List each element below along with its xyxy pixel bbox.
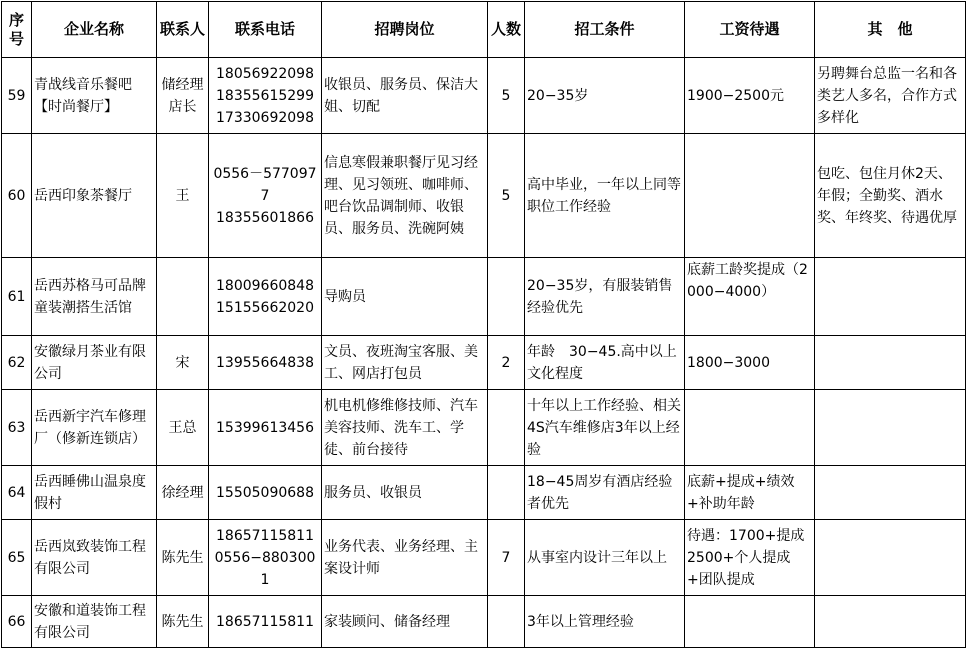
cell-phone: 18056922098 18355615299 17330692098 [209, 58, 322, 134]
cell-seq: 59 [2, 58, 32, 134]
cell-company: 岳西印象茶餐厅 [32, 134, 157, 258]
cell-company: 安徽绿月茶业有限公司 [32, 336, 157, 390]
cell-contact: 陈先生 [157, 596, 209, 648]
cell-position: 服务员、收银员 [322, 466, 488, 520]
cell-count: 7 [488, 520, 525, 596]
cell-seq: 66 [2, 596, 32, 648]
cell-other: 包吃、包住月休2天、年假；全勤奖、酒水奖、年终奖、待遇优厚 [815, 134, 966, 258]
cell-phone: 18657115811 [209, 596, 322, 648]
header-phone: 联系电话 [209, 2, 322, 58]
table-row [2, 466, 966, 520]
cell-company: 岳西岚致装饰工程有限公司 [32, 520, 157, 596]
cell-seq: 64 [2, 466, 32, 520]
cell-condition: 高中毕业，一年以上同等职位工作经验 [525, 134, 685, 258]
table-row [2, 390, 966, 466]
table-row [2, 336, 966, 390]
cell-phone: 15505090688 [209, 466, 322, 520]
cell-other [815, 258, 966, 336]
cell-salary [685, 596, 815, 648]
cell-contact: 王总 [157, 390, 209, 466]
cell-position: 机电机修维修技师、汽车美容技师、洗车工、学徒、前台接待 [322, 390, 488, 466]
cell-condition: 年龄 30−45.高中以上文化程度 [525, 336, 685, 390]
cell-seq: 60 [2, 134, 32, 258]
cell-phone: 13955664838 [209, 336, 322, 390]
table-row [2, 134, 966, 258]
header-condition: 招工条件 [525, 2, 685, 58]
cell-seq: 63 [2, 390, 32, 466]
cell-seq: 62 [2, 336, 32, 390]
cell-company: 岳西苏格马可品牌童装潮搭生活馆 [32, 258, 157, 336]
cell-salary [685, 134, 815, 258]
table-row [2, 258, 966, 336]
cell-count [488, 390, 525, 466]
cell-position: 信息寒假兼职餐厅见习经理、见习领班、咖啡师、吧台饮品调制师、收银员、服务员、洗碗阿姨 [322, 134, 488, 258]
cell-company: 岳西睡佛山温泉度假村 [32, 466, 157, 520]
header-other: 其 他 [815, 2, 966, 58]
cell-salary: 底薪工龄奖提成（2000−4000） [685, 258, 815, 336]
header-row [2, 2, 966, 58]
cell-salary [685, 390, 815, 466]
cell-position: 文员、夜班淘宝客服、美工、网店打包员 [322, 336, 488, 390]
cell-condition: 3年以上管理经验 [525, 596, 685, 648]
cell-condition: 从事室内设计三年以上 [525, 520, 685, 596]
header-count: 人数 [488, 2, 525, 58]
cell-position: 收银员、服务员、保洁大姐、切配 [322, 58, 488, 134]
cell-contact: 王 [157, 134, 209, 258]
cell-other [815, 466, 966, 520]
cell-other [815, 596, 966, 648]
cell-other [815, 520, 966, 596]
cell-contact: 宋 [157, 336, 209, 390]
cell-company: 岳西新宇汽车修理厂（修新连锁店） [32, 390, 157, 466]
cell-condition: 18−45周岁有酒店经验者优先 [525, 466, 685, 520]
cell-count [488, 466, 525, 520]
cell-salary: 待遇：1700+提成2500+个人提成+团队提成 [685, 520, 815, 596]
table-row [2, 520, 966, 596]
cell-condition: 20−35岁，有服装销售经验优先 [525, 258, 685, 336]
cell-salary: 1900−2500元 [685, 58, 815, 134]
cell-company: 安徽和道装饰工程有限公司 [32, 596, 157, 648]
cell-salary: 底薪+提成+绩效+补助年龄 [685, 466, 815, 520]
cell-condition: 十年以上工作经验、相关4S汽车维修店3年以上经验 [525, 390, 685, 466]
cell-count [488, 258, 525, 336]
header-company: 企业名称 [32, 2, 157, 58]
header-seq: 序号 [2, 2, 32, 58]
recruitment-table [1, 1, 966, 648]
cell-contact: 徐经理 [157, 466, 209, 520]
cell-position: 业务代表、业务经理、主案设计师 [322, 520, 488, 596]
cell-phone: 18657115811 0556−8803001 [209, 520, 322, 596]
cell-condition: 20−35岁 [525, 58, 685, 134]
header-position: 招聘岗位 [322, 2, 488, 58]
cell-position: 家装顾问、储备经理 [322, 596, 488, 648]
cell-contact: 储经理店长 [157, 58, 209, 134]
cell-phone: 0556－5770977 18355601866 [209, 134, 322, 258]
cell-seq: 65 [2, 520, 32, 596]
cell-other [815, 390, 966, 466]
cell-contact: 陈先生 [157, 520, 209, 596]
cell-contact [157, 258, 209, 336]
cell-count: 5 [488, 58, 525, 134]
cell-other: 另聘舞台总监一名和各类艺人多名，合作方式多样化 [815, 58, 966, 134]
header-contact: 联系人 [157, 2, 209, 58]
cell-count: 5 [488, 134, 525, 258]
table-row [2, 58, 966, 134]
cell-salary: 1800−3000 [685, 336, 815, 390]
cell-phone: 15399613456 [209, 390, 322, 466]
cell-seq: 61 [2, 258, 32, 336]
table-row [2, 596, 966, 648]
cell-position: 导购员 [322, 258, 488, 336]
cell-count: 2 [488, 336, 525, 390]
cell-other [815, 336, 966, 390]
cell-phone: 18009660848 15155662020 [209, 258, 322, 336]
cell-count [488, 596, 525, 648]
cell-company: 青战线音乐餐吧【时尚餐厅】 [32, 58, 157, 134]
header-salary: 工资待遇 [685, 2, 815, 58]
